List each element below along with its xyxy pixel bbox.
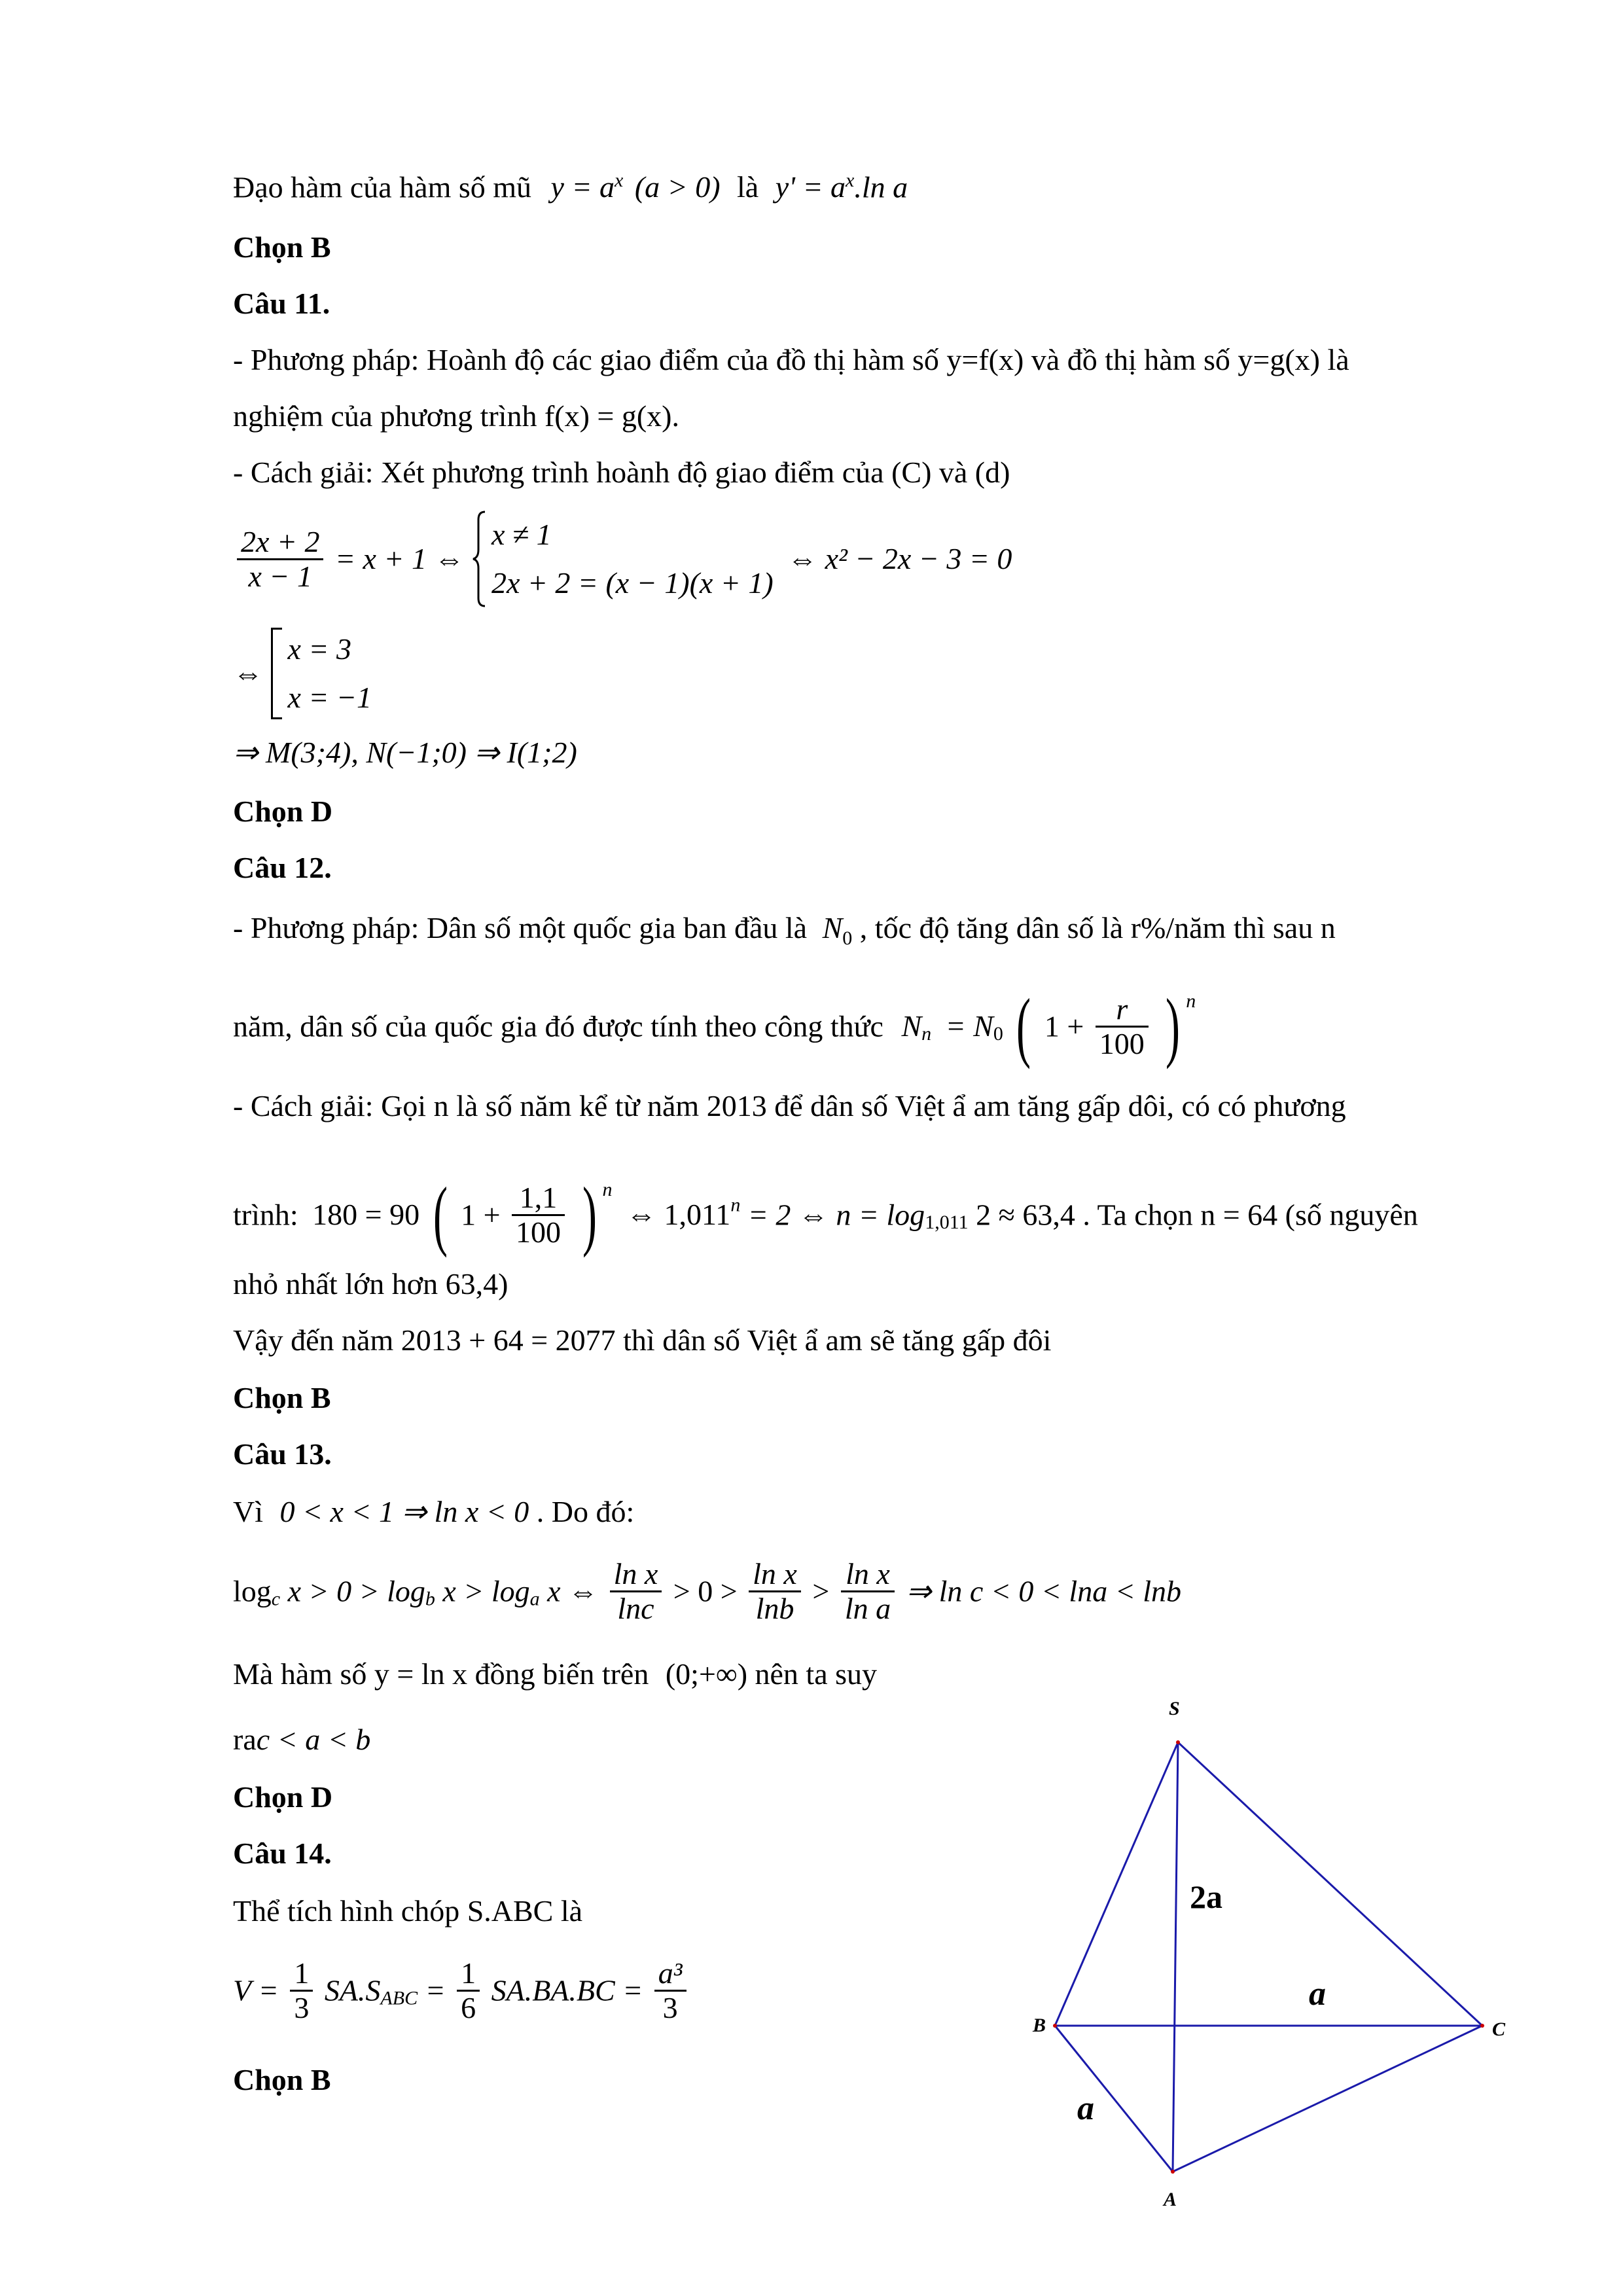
solution-2: x = −1 [287, 681, 372, 714]
numerator: ln x [749, 1558, 801, 1592]
points-result: ⇒ M(3;4), N(−1;0) ⇒ I(1;2) [233, 736, 577, 769]
text-cont: nhỏ nhất lớn hơn 63,4) [233, 1267, 508, 1300]
equation-system [233, 511, 1012, 607]
subscript: ABC [380, 1987, 418, 2009]
denominator: lnb [755, 1592, 794, 1625]
answer-11: Chọn D [233, 795, 333, 828]
chain-part: x ⇔ [547, 1574, 599, 1608]
curly-brace-icon [472, 511, 488, 607]
edge-BA [1055, 2026, 1173, 2172]
subscript: 0 [842, 927, 853, 950]
exponent: x [615, 170, 624, 191]
chain-part: > [812, 1574, 830, 1608]
log-expression: = 2 ⇔ n = log [747, 1198, 925, 1232]
method-text-cont: nghiệm của phương trình f(x) = g(x). [233, 399, 679, 433]
system-row-2: 2x + 2 = (x − 1)(x + 1) [491, 566, 774, 600]
label-C: C [1492, 2018, 1506, 2040]
bracket-icon [271, 628, 282, 719]
one-plus: 1 + [1044, 1009, 1084, 1043]
fraction [1096, 993, 1149, 1060]
chain-part: x > log [442, 1574, 530, 1608]
text: . Do đó: [536, 1495, 635, 1528]
label-BC-a: a [1309, 1975, 1326, 2013]
answer-13: Chọn D [233, 1780, 333, 1814]
right-paren-icon: ) [582, 1171, 597, 1259]
monotonic-statement [233, 1656, 877, 1693]
log-c: log [233, 1574, 272, 1608]
derivative-statement [233, 162, 908, 206]
numerator: ln x [610, 1558, 662, 1592]
numerator: 1 [457, 1957, 480, 1992]
vertex-S-dot [1176, 1740, 1180, 1744]
fraction [512, 1181, 565, 1249]
condition: (a > 0) [634, 170, 721, 204]
vertex-C-dot [1480, 2024, 1484, 2028]
edge-SC [1178, 1742, 1482, 2026]
numerator: 1 [290, 1957, 313, 1992]
exponent: n [1186, 990, 1196, 1012]
numerator: 1,1 [512, 1181, 565, 1216]
text: . Ta chọn n = 64 (số nguyên [1082, 1198, 1418, 1232]
log-chain [233, 1558, 1181, 1625]
text: nên ta suy [755, 1657, 878, 1691]
formula-part: = [425, 1973, 446, 2007]
left-paren-icon: ( [433, 1171, 448, 1259]
n0-symbol: N [822, 911, 843, 944]
answer-12: Chọn B [233, 1381, 331, 1414]
fraction [654, 1957, 687, 2024]
subscript: 0 [993, 1023, 1003, 1045]
question-13-heading: Câu 13. [233, 1437, 332, 1471]
fraction [749, 1558, 801, 1625]
system-row-1: x ≠ 1 [491, 518, 552, 551]
label-A: A [1164, 2189, 1177, 2210]
solution-1: x = 3 [287, 632, 351, 666]
left-paren-icon: ( [1016, 982, 1031, 1070]
n0-equals: = N [945, 1009, 993, 1043]
solution-text-12: - Cách giải: Gọi n là số năm kể từ năm 2013 để dân số Việt ẩ am tăng gấp dôi, có có phương [233, 1089, 1346, 1122]
label-height-2a: 2a [1190, 1878, 1222, 1915]
log-base: 1,011 [925, 1211, 969, 1234]
denominator: x − 1 [248, 559, 312, 593]
square-bracket [271, 625, 372, 722]
edge-AC [1173, 2026, 1482, 2172]
label-B: B [1033, 2015, 1046, 2036]
denominator: 3 [294, 1991, 310, 2024]
exponent: x [846, 170, 855, 191]
solution-text: - Cách giải: Xét phương trình hoành độ giao điểm của (C) và (d) [233, 456, 1010, 489]
formula-part: SA.BA.BC = [491, 1973, 643, 2007]
denominator: 100 [1099, 1026, 1145, 1060]
fraction [290, 1957, 313, 2024]
denominator: 100 [516, 1215, 562, 1249]
fraction [841, 1558, 895, 1625]
exponent: n [602, 1179, 613, 1200]
nn-symbol: N [901, 1009, 922, 1043]
equation-lhs: 180 = 90 [312, 1198, 420, 1232]
subscript: a [529, 1588, 540, 1610]
denominator: 3 [662, 1991, 678, 2024]
iff-symbol: ⇔ [233, 656, 263, 690]
edge-SA [1173, 1742, 1178, 2172]
one-plus: 1 + [461, 1198, 501, 1232]
pyramid-figure [1021, 1689, 1518, 2212]
text: Mà hàm số y = ln x đồng biến trên [233, 1657, 649, 1691]
equation-right: ⇔ x² − 2x − 3 = 0 [787, 542, 1012, 575]
right-paren-icon: ) [1166, 982, 1181, 1070]
method-text: - Phương pháp: Hoành độ các giao điểm của đồ thị hàm số y=f(x) và đồ thị hàm số y=g(x) là [233, 343, 1349, 376]
statement-13 [233, 1494, 634, 1530]
label-S: S [1169, 1698, 1180, 1719]
derivative-formula: y' = a [775, 170, 846, 204]
vertex-B-dot [1053, 2024, 1057, 2028]
denominator: lnc [617, 1592, 654, 1625]
text-la: là [737, 170, 759, 204]
denominator: 6 [461, 1991, 476, 2024]
volume-text: Thể tích hình chóp S.ABC là [233, 1894, 583, 1928]
conclusion-12: Vậy đến năm 2013 + 64 = 2077 thì dân số Việt ẩ am sẽ tăng gấp đôi [233, 1323, 1052, 1357]
answer-14: Chọn B [233, 2063, 331, 2096]
text: trình: [233, 1198, 298, 1232]
chain-part: > 0 > [673, 1574, 738, 1608]
pyramid-edges [1055, 1742, 1482, 2172]
chain-part: x > 0 > log [287, 1574, 425, 1608]
inequality: c < a < b [256, 1723, 371, 1756]
approx-value: 2 ≈ 63,4 [976, 1198, 1075, 1232]
text: , tốc độ tăng dân số là r%/năm thì sau n [859, 911, 1336, 944]
text: năm, dân số của quốc gia đó được tính theo công thức [233, 1009, 883, 1043]
numerator: a³ [654, 1957, 687, 1992]
fraction [610, 1558, 662, 1625]
formula: y = a [550, 170, 615, 204]
derivative-formula-tail: .ln a [854, 170, 908, 204]
system-brace [472, 511, 774, 607]
method-text-12 [233, 910, 1336, 957]
numerator: r [1096, 993, 1149, 1028]
text: - Phương pháp: Dân số một quốc gia ban đầu là [233, 911, 808, 944]
formula-part: SA.S [324, 1973, 381, 2007]
text: ra [233, 1723, 257, 1756]
question-12-heading: Câu 12. [233, 851, 332, 884]
fraction [457, 1957, 480, 2024]
numerator: 2x + 2 [237, 526, 323, 560]
edge-SB [1055, 1742, 1178, 2026]
subscript: b [425, 1588, 435, 1610]
subscript: n [921, 1023, 932, 1045]
numerator: ln x [841, 1558, 895, 1592]
volume-formula [233, 1957, 690, 2024]
text: Vì [233, 1495, 263, 1528]
subscript: c [271, 1588, 281, 1610]
solution-set [233, 625, 372, 722]
answer-10: Chọn B [233, 230, 331, 264]
inequality: 0 < x < 1 ⇒ ln x < 0 [279, 1495, 529, 1528]
chain-part: ⇒ ln c < 0 < lna < lnb [906, 1574, 1182, 1608]
label-BA-a: a [1077, 2090, 1094, 2127]
question-11-heading: Câu 11. [233, 287, 330, 320]
fraction [237, 526, 323, 593]
text: Đạo hàm của hàm số mũ [233, 170, 532, 204]
v-equals: V = [233, 1973, 279, 2007]
denominator: ln a [844, 1592, 891, 1625]
question-14-heading: Câu 14. [233, 1837, 332, 1870]
log-equation-line [233, 1170, 1418, 1259]
interval: (0;+∞) [665, 1657, 748, 1691]
exponent: n [730, 1194, 741, 1216]
growth-formula-line [233, 982, 1196, 1070]
vertex-A-dot [1171, 2170, 1175, 2174]
equation-mid: = x + 1 ⇔ [334, 542, 465, 575]
equation-mid: ⇔ 1,011 [626, 1198, 731, 1232]
conclusion-13 [233, 1721, 370, 1758]
